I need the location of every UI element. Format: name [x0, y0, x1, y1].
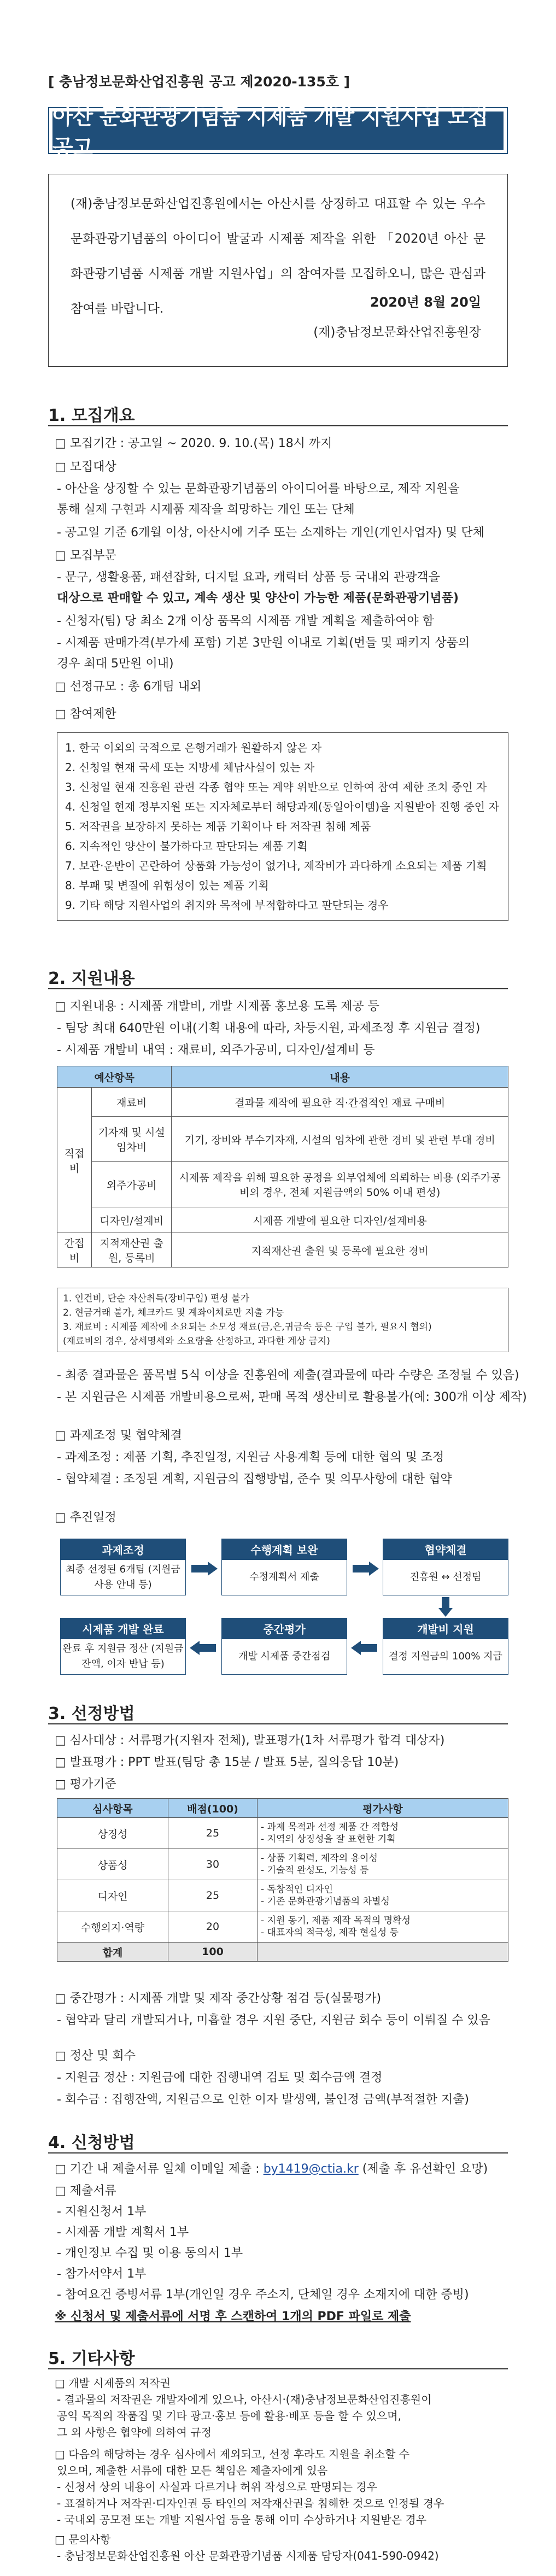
intro-text: (재)충남정보문화산업진흥원에서는 아산시를 상징하고 대표할 수 있는 우수 문화관광기념품의 아이디어 발굴과 시제품 제작을 위한 「2020년 아산 문화관광기념품 시제품 개발 지원사업」의 참여자를 모집하오니, 많은 관심과 참여를 바랍니다.	[71, 197, 485, 316]
etc-line: 그 외 사항은 협약에 의하여 규정	[57, 2426, 212, 2439]
flow-step-body: 완료 후 지원금 정산 (지원금 잔액, 이자 반납 등)	[60, 1639, 186, 1675]
flow-step-head: 중간평가	[221, 1618, 347, 1639]
table-row	[57, 1849, 508, 1880]
selection-scale: □ 선정규모 : 총 6개팀 내외	[55, 680, 202, 694]
intro-box	[48, 174, 508, 367]
page-title: 아산 문화관광기념품 시제품 개발 지원사업 모집공고	[52, 112, 504, 150]
midterm-line: - 협약과 달리 개발되거나, 미흡할 경우 지원 중단, 지원금 회수 등이 이뤄질 수 있음	[57, 2014, 490, 2027]
table-cell: 상품성	[57, 1849, 168, 1880]
etc-line: □ 개발 시제품의 저작권	[55, 2377, 171, 2390]
schedule-heading: □ 추진일정	[55, 1511, 116, 1524]
adjust-line: - 협약체결 : 조정된 계획, 지원금의 집행방법, 준수 및 의무사항에 대한 협약	[57, 1472, 452, 1486]
restriction-item: 4. 신청일 현재 정부지원 또는 지자체로부터 해당과제(동일아이템)을 지원받아 진행 중인 자	[65, 800, 499, 813]
contact-line: - 충남정보문화산업진흥원 아산 문화관광기념품 시제품 담당자(041-590-0942)	[57, 2549, 439, 2562]
table-cell: 합계	[57, 1943, 168, 1962]
table-header: 배점(100)	[168, 1799, 257, 1818]
midterm-line: □ 중간평가 : 시제품 개발 및 제작 중간상황 점검 등(실물평가)	[55, 1992, 382, 2005]
table-header: 예산항목	[57, 1066, 172, 1088]
table-cell: 시제품 제작을 위해 필요한 공정을 외부업체에 의뢰하는 비용 (외주가공비의 경우, 전체 지원금액의 50% 이내 편성)	[172, 1162, 508, 1207]
selection-line: □ 심사대상 : 서류평가(지원자 전체), 발표평가(1차 서류평가 합격 대상자)	[55, 1734, 445, 1747]
table-cell: 수행의지·역량	[57, 1911, 168, 1943]
table-cell: 기기, 장비와 부수기자재, 시설의 임차에 관한 경비 및 관련 부대 경비	[172, 1117, 508, 1162]
category-line: - 신청자(팀) 당 최소 2개 이상 품목의 시제품 개발 계획을 제출하여야 함	[57, 614, 434, 628]
table-row	[57, 1088, 508, 1117]
support-line: - 시제품 개발비 내역 : 재료비, 외주가공비, 디자인/설계비 등	[57, 1043, 375, 1057]
etc-line: - 표절하거나 저작권·디자인권 등 타인의 저작재산권을 침해한 것으로 인정될 경우	[57, 2497, 444, 2510]
category-line: 대상으로 판매할 수 있고, 계속 생산 및 양산이 가능한 제품(문화관광기념품)	[57, 591, 459, 605]
arrow-right-icon	[186, 1560, 221, 1577]
adjust-line: - 과제조정 : 제품 기획, 추진일정, 지원금 사용계획 등에 대한 협의 및 조정	[57, 1451, 444, 1464]
table-cell: 디자인/설계비	[92, 1207, 172, 1233]
document-item: - 지원신청서 1부	[57, 2205, 147, 2219]
recruit-period: □ 모집기간 : 공고일 ~ 2020. 9. 10.(목) 18시 까지	[55, 437, 332, 450]
submission-note: ※ 신청서 및 제출서류에 서명 후 스캔하여 1개의 PDF 파일로 제출	[55, 2310, 411, 2323]
table-header: 내용	[172, 1066, 508, 1088]
table-cell: 기자재 및 시설 임차비	[92, 1117, 172, 1162]
apply-line	[55, 2160, 488, 2179]
table-row	[57, 1117, 508, 1162]
etc-line: □ 다음의 해당하는 경우 심사에서 제외되고, 선정 후라도 지원을 취소할 수	[55, 2448, 410, 2461]
table-row	[57, 1911, 508, 1943]
flow-step-body: 수정계획서 제출	[221, 1559, 347, 1595]
section-2-title: 2. 지원내용	[48, 969, 135, 988]
issuer-name: (재)충남정보문화산업진흥원장	[313, 325, 481, 339]
table-cell: 결과물 제작에 필요한 직·간접적인 재료 구매비	[172, 1088, 508, 1117]
budget-note: (재료비의 경우, 상세명세와 소요량을 산정하고, 과다한 계상 금지)	[63, 1336, 330, 1347]
restriction-heading: □ 참여제한	[55, 707, 116, 721]
table-row	[57, 1943, 508, 1962]
restriction-item: 7. 보관·운반이 곤란하여 상품화 가능성이 없거나, 제작비가 과다하게 소요되는 제품 기획	[65, 859, 487, 872]
budget-note: 1. 인건비, 단순 자산취득(장비구입) 편성 불가	[63, 1293, 250, 1304]
flow-step-head: 과제조정	[60, 1539, 186, 1559]
restriction-item: 6. 지속적인 양산이 불가하다고 판단되는 제품 기획	[65, 840, 308, 853]
document-item: - 시제품 개발 계획서 1부	[57, 2226, 189, 2239]
table-cell: 지적재산권 출원 및 등록에 필요한 경비	[172, 1233, 508, 1268]
table-row	[57, 1207, 508, 1233]
section-divider	[48, 425, 508, 426]
document-item: - 개인정보 수집 및 이용 동의서 1부	[57, 2246, 243, 2260]
table-cell: 25	[168, 1880, 257, 1911]
criteria-table	[57, 1798, 508, 1962]
arrow-left-icon	[347, 1640, 383, 1656]
table-cell: 20	[168, 1911, 257, 1943]
target-line: 통해 실제 구현과 시제품 제작을 희망하는 개인 또는 단체	[57, 503, 355, 517]
table-cell: 외주가공비	[92, 1162, 172, 1207]
notice-date: 2020년 8월 20일	[370, 295, 481, 310]
flow-step-body: 결정 지원금의 100% 지급	[383, 1639, 508, 1675]
flow-step-head: 협약체결	[383, 1539, 508, 1559]
result-line: - 최종 결과물은 품목별 5식 이상을 진흥원에 제출(결과물에 따라 수량은 조정될 수 있음)	[57, 1369, 519, 1382]
section-divider	[48, 988, 508, 989]
table-row	[57, 1880, 508, 1911]
criteria-heading: □ 평가기준	[55, 1777, 116, 1791]
table-cell: 시제품 개발에 필요한 디자인/설계비용	[172, 1207, 508, 1233]
apply-suffix: (제출 후 유선확인 요망)	[358, 2162, 488, 2176]
table-cell: 25	[168, 1818, 257, 1849]
flow-step-body: 진흥원 ↔ 선정팀	[383, 1559, 508, 1595]
flow-step-body: 개발 시제품 중간점검	[221, 1639, 347, 1675]
restriction-item: 9. 기타 해당 지원사업의 취지와 목적에 부적합하다고 판단되는 경우	[65, 899, 389, 912]
etc-line: - 신청서 상의 내용이 사실과 다르거나 허위 작성으로 판명되는 경우	[57, 2480, 378, 2493]
support-line: - 팀당 최대 640만원 이내(기획 내용에 따라, 차등지원, 과제조정 후 지원금 결정)	[57, 1022, 481, 1035]
table-header: 평가사항	[257, 1799, 508, 1818]
document-item: - 참여요건 증빙서류 1부(개인일 경우 주소지, 단체일 경우 소재지에 대한 증빙)	[57, 2288, 469, 2302]
table-cell: 디자인	[57, 1880, 168, 1911]
table-header: 심사항목	[57, 1799, 168, 1818]
restriction-item: 1. 한국 이외의 국적으로 은행거래가 원활하지 않은 자	[65, 741, 322, 754]
restriction-item: 8. 부패 및 변질에 위험성이 있는 제품 기획	[65, 879, 269, 892]
category-line: - 시제품 판매가격(부가세 포함) 기본 3만원 이내로 기획(번들 및 패키지 상품의	[57, 636, 470, 650]
table-row	[57, 1233, 508, 1268]
table-group: 직접비	[57, 1088, 92, 1233]
table-cell: - 과제 목적과 선정 제품 간 적합성 - 지역의 상징성을 잘 표현한 기획	[257, 1818, 508, 1849]
title-box	[48, 105, 508, 160]
section-divider	[48, 2368, 508, 2369]
section-5-title: 5. 기타사항	[48, 2349, 135, 2368]
section-1-title: 1. 모집개요	[48, 406, 135, 425]
selection-line: □ 발표평가 : PPT 발표(팀당 총 15분 / 발표 5분, 질의응답 10분)	[55, 1756, 399, 1769]
table-cell: - 지원 동기, 제품 제작 목적의 명확성 - 대표자의 적극성, 제작 현실성 등	[257, 1911, 508, 1943]
target-line: - 아산을 상징할 수 있는 문화관광기념품의 아이디어를 바탕으로, 제작 지원을	[57, 482, 460, 496]
section-divider	[48, 2152, 508, 2153]
table-group: 간접비	[57, 1233, 92, 1268]
flow-step-body: 최종 선정된 6개팀 (지원금 사용 안내 등)	[60, 1559, 186, 1595]
settlement-line: - 지원금 정산 : 지원금에 대한 집행내역 검토 및 회수금액 결정	[57, 2071, 383, 2085]
arrow-down-icon	[437, 1597, 454, 1618]
budget-note: 3. 재료비 : 시제품 제작에 소요되는 소모성 재료(금,은,귀금속 등은 구입 불가, 필요시 협의)	[63, 1322, 432, 1333]
target-heading: □ 모집대상	[55, 460, 116, 474]
target-line: - 공고일 기준 6개월 이상, 아산시에 거주 또는 소재하는 개인(개인사업자) 및 단체	[57, 526, 484, 539]
section-4-title: 4. 신청방법	[48, 2133, 135, 2152]
category-line: 경우 최대 5만원 이내)	[57, 657, 174, 671]
budget-notes	[57, 1288, 508, 1352]
contact-heading: □ 문의사항	[55, 2533, 111, 2546]
apply-prefix: □ 기간 내 제출서류 일체 이메일 제출 :	[55, 2162, 264, 2176]
support-line: □ 지원내용 : 시제품 개발비, 개발 시제품 홍보용 도록 제공 등	[55, 1000, 379, 1013]
table-cell: 30	[168, 1849, 257, 1880]
restriction-item: 2. 신청일 현재 국세 또는 지방세 체납사실이 있는 자	[65, 761, 315, 774]
adjust-heading: □ 과제조정 및 협약체결	[55, 1429, 183, 1442]
settlement-heading: □ 정산 및 회수	[55, 2049, 136, 2063]
etc-line: - 국내외 공모전 또는 개발 지원사업 등을 통해 이미 수상하거나 지원받은 경우	[57, 2513, 427, 2526]
table-row	[57, 1818, 508, 1849]
section-3-title: 3. 선정방법	[48, 1704, 135, 1723]
etc-line: 있으며, 제출한 서류에 대한 모든 책임은 제출자에게 있음	[57, 2464, 328, 2477]
flow-step-head: 시제품 개발 완료	[60, 1618, 186, 1639]
restriction-box	[57, 732, 508, 921]
table-cell: 상징성	[57, 1818, 168, 1849]
table-cell: 100	[168, 1943, 257, 1962]
budget-note: 2. 현금거래 불가, 체크카드 및 계좌이체로만 지출 가능	[63, 1307, 284, 1318]
restriction-item: 3. 신청일 현재 진흥원 관련 각종 협약 또는 계약 위반으로 인하여 참여 제한 조치 중인 자	[65, 781, 487, 794]
section-divider	[48, 1723, 508, 1724]
arrow-left-icon	[186, 1640, 221, 1656]
budget-table	[57, 1066, 508, 1268]
result-line: - 본 지원금은 시제품 개발비용으로써, 판매 목적 생산비로 활용불가(예: 300개 이상 제작)	[57, 1390, 527, 1404]
settlement-line: - 회수금 : 집행잔액, 지원금으로 인한 이자 발생액, 불인정 금액(부적절한 지출)	[57, 2093, 469, 2106]
table-cell: - 독창적인 디자인 - 기존 문화관광기념품의 차별성	[257, 1880, 508, 1911]
table-row	[57, 1162, 508, 1207]
etc-line: - 결과물의 저작권은 개발자에게 있으나, 아산시·(재)충남정보문화산업진흥원이	[57, 2393, 432, 2406]
etc-line: 공익 목적의 작품집 및 기타 광고·홍보 등에 활용·배포 등을 할 수 있으며,	[57, 2409, 401, 2422]
notice-number: [ 충남정보문화산업진흥원 공고 제2020-135호 ]	[48, 74, 350, 90]
category-line: - 문구, 생활용품, 패션잡화, 디지털 요과, 캐릭터 상품 등 국내외 관광객을	[57, 571, 440, 584]
apply-email-link[interactable]: by1419@ctia.kr	[263, 2162, 359, 2176]
document-item: - 참가서약서 1부	[57, 2267, 147, 2281]
restriction-item: 5. 저작권을 보장하지 못하는 제품 기획이나 타 저작권 침해 제품	[65, 820, 371, 833]
arrow-right-icon	[347, 1560, 383, 1577]
table-cell: 지적재산권 출원, 등록비	[92, 1233, 172, 1268]
table-cell: - 상품 기획력, 제작의 용이성 - 기술적 완성도, 기능성 등	[257, 1849, 508, 1880]
table-cell	[257, 1943, 508, 1962]
category-heading: □ 모집부문	[55, 549, 116, 562]
documents-heading: □ 제출서류	[55, 2184, 116, 2198]
table-cell: 재료비	[92, 1088, 172, 1117]
flow-step-head: 개발비 지원	[383, 1618, 508, 1639]
flow-step-head: 수행계획 보완	[221, 1539, 347, 1559]
